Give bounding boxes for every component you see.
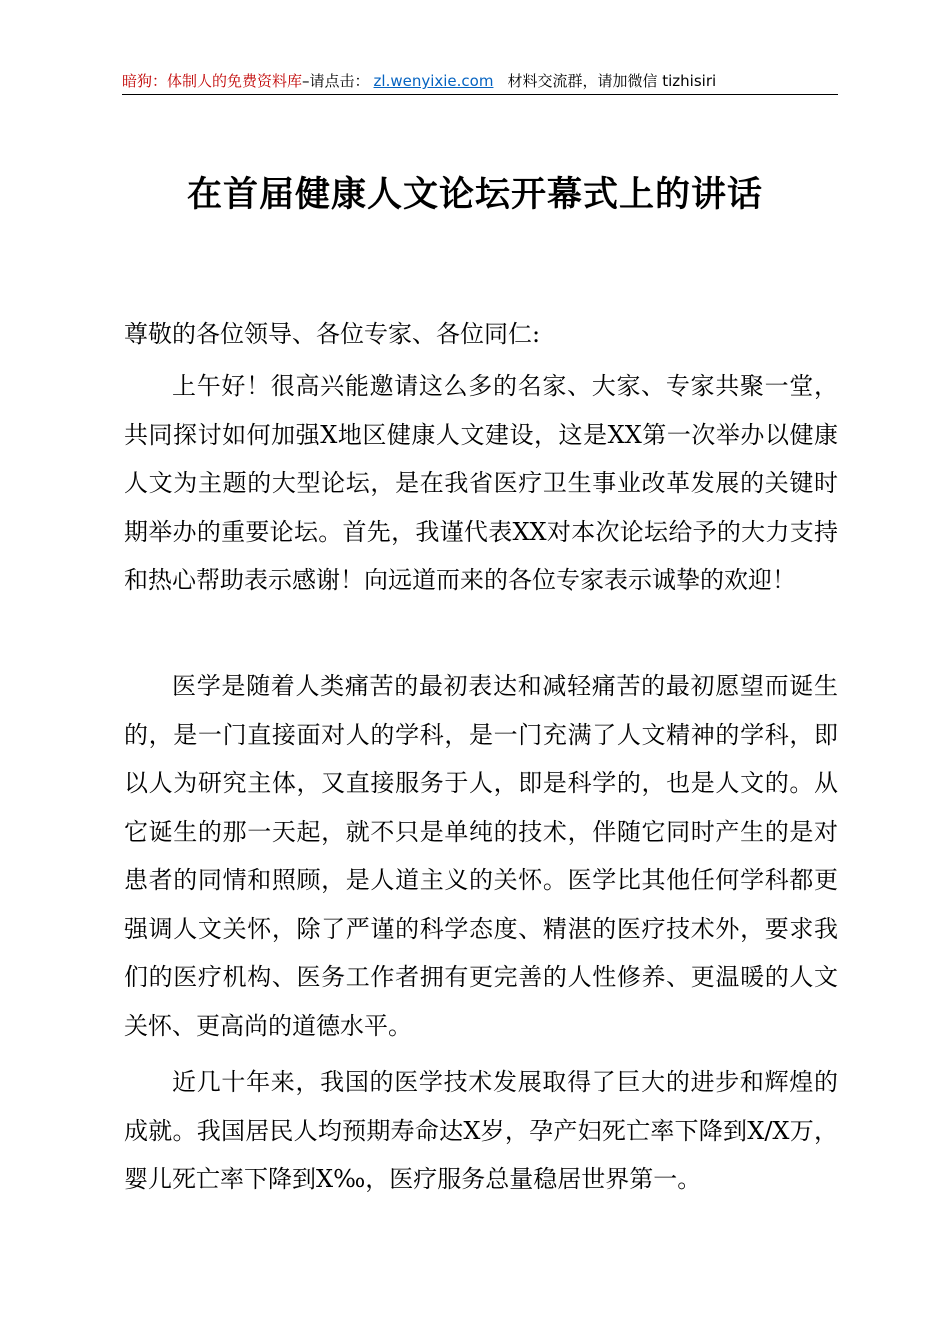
paragraph-2: 医学是随着人类痛苦的最初表达和减轻痛苦的最初愿望而诞生的，是一门直接面对人的学科，是一门充满了人文精神的学科，即以人为研究主体，又直接服务于人，即是科学的，也是人文的。从它诞生的那一天起，就不只是单纯的技术，伴随它同时产生的是对患者的同情和照顾，是人道主义的关怀。医学比其他任何学科都更强调人文关怀，除了严谨的科学态度、精湛的医疗技术外，要求我们的医疗机构、医务工作者拥有更完善的人性修养、更温暖的人文关怀、更高尚的道德水平。	[124, 672, 838, 1040]
header-prompt: –请点击：	[302, 72, 370, 90]
header-divider	[122, 94, 838, 95]
document-title: 在首届健康人文论坛开幕式上的讲话	[186, 174, 763, 215]
paragraph-1: 上午好！很高兴能邀请这么多的名家、大家、专家共聚一堂，共同探讨如何加强X地区健康人文建设，这是XX第一次举办以健康人文为主题的大型论坛，是在我省医疗卫生事业改革发展的关键时期举办的重要论坛。首先，我谨代表XX对本次论坛给予的大力支持和热心帮助表示感谢！向远道而来的各位专家表示诚挚的欢迎！	[124, 372, 838, 594]
paragraph-3: 近几十年来，我国的医学技术发展取得了巨大的进步和辉煌的成就。我国居民人均预期寿命达X岁，孕产妇死亡率下降到X/X万，婴儿死亡率下降到X‰，医疗服务总量稳居世界第一。	[124, 1068, 838, 1193]
salutation: 尊敬的各位领导、各位专家、各位同仁:	[124, 320, 541, 348]
header-contact: 材料交流群，请加微信 tizhisiri	[507, 72, 717, 90]
header-brand: 暗狗：体制人的免费资料库	[122, 72, 303, 90]
header-link[interactable]: zl.wenyixie.com	[373, 72, 494, 90]
page-header	[122, 70, 838, 92]
